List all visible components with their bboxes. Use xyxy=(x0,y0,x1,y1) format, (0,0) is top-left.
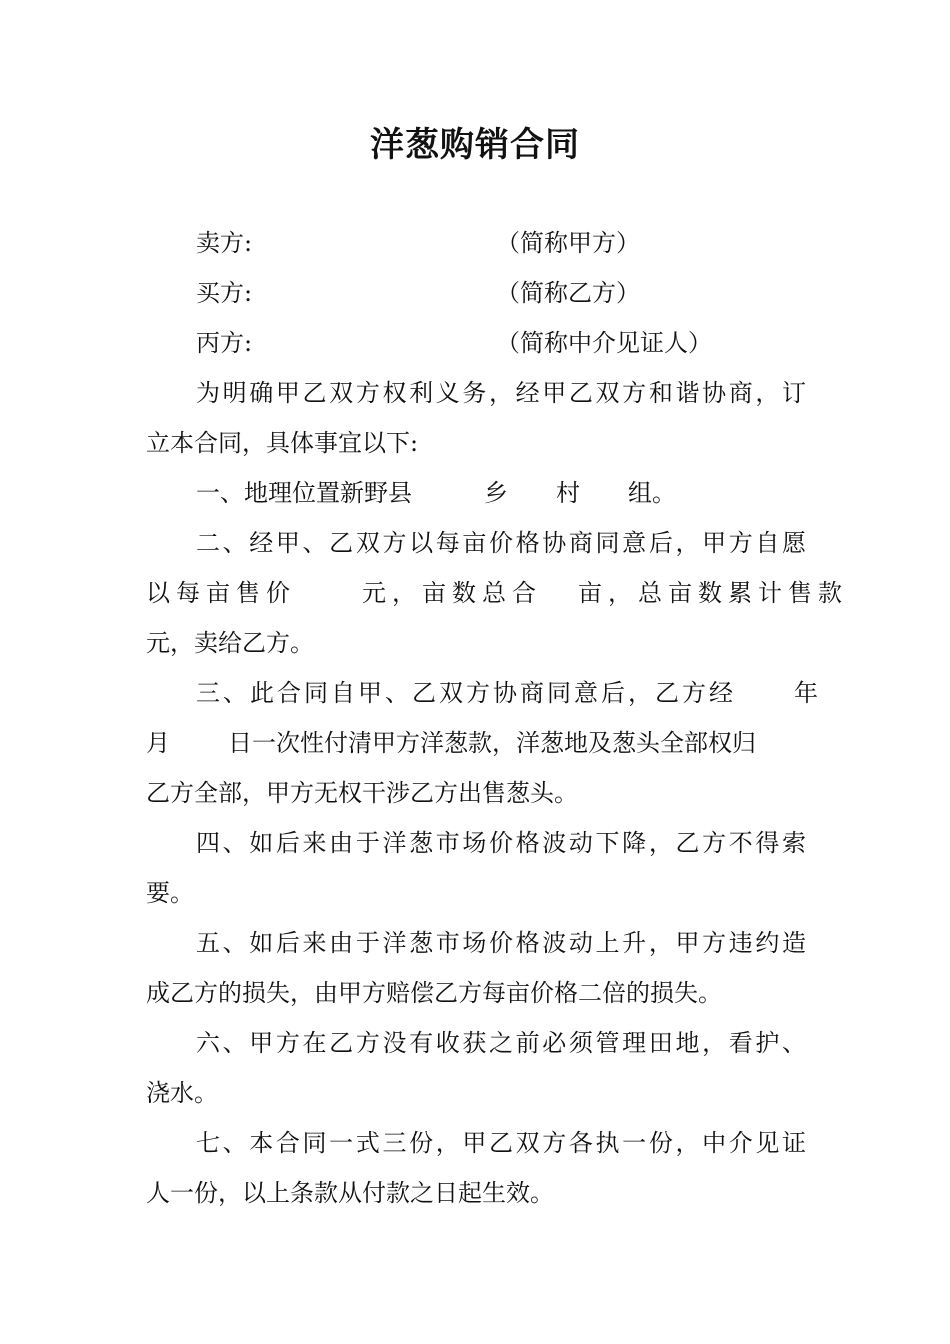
clause-1-township: 乡 xyxy=(484,479,508,507)
clause-2-line-2 xyxy=(146,568,848,618)
clause-3-line-1 xyxy=(196,668,818,718)
clause-1 xyxy=(196,468,806,518)
intro-line-1: 为明确甲乙双方权利义务，经甲乙双方和谐协商，订 xyxy=(196,379,806,407)
party-buyer-note: （简称乙方） xyxy=(496,279,640,307)
clause-3-text: 三、此合同自甲、乙双方协商同意后，乙方经 xyxy=(196,679,736,707)
party-seller-note: （简称甲方） xyxy=(496,229,640,257)
clause-3-year: 年 xyxy=(794,679,818,707)
party-buyer xyxy=(196,268,806,318)
clause-2-acreage-label: 元，亩数总合 xyxy=(362,579,542,607)
document-title: 洋葱购销合同 xyxy=(370,125,580,165)
intro-line-2: 立本合同，具体事宜以下: xyxy=(146,429,419,457)
clause-2-line-3: 元，卖给乙方。 xyxy=(146,629,314,657)
party-witness xyxy=(196,318,806,368)
clause-4-line-1: 四、如后来由于洋葱市场价格波动下降，乙方不得索 xyxy=(196,829,806,857)
party-seller xyxy=(196,218,806,268)
clause-7-line-2: 人一份，以上条款从付款之日起生效。 xyxy=(146,1179,554,1207)
party-witness-note: （简称中介见证人） xyxy=(496,329,712,357)
clause-6-line-2: 浇水。 xyxy=(146,1079,218,1107)
party-buyer-label: 买方: xyxy=(196,279,253,307)
party-seller-label: 卖方: xyxy=(196,229,253,257)
clause-2-line-1: 二、经甲、乙双方以每亩价格协商同意后，甲方自愿 xyxy=(196,529,806,557)
clause-2-total-label: 亩，总亩数累计售款 xyxy=(578,579,848,607)
clause-4-line-2: 要。 xyxy=(146,879,194,907)
clause-5-line-1: 五、如后来由于洋葱市场价格波动上升，甲方违约造 xyxy=(196,929,806,957)
clause-5-line-2: 成乙方的损失，由甲方赔偿乙方每亩价格二倍的损失。 xyxy=(146,979,722,1007)
clause-3-line-2 xyxy=(146,718,806,768)
clause-3-line-3: 乙方全部，甲方无权干涉乙方出售葱头。 xyxy=(146,779,578,807)
clause-3-day-text: 日一次性付清甲方洋葱款，洋葱地及葱头全部权归 xyxy=(228,729,756,757)
clause-1-village: 村 xyxy=(556,479,580,507)
clause-7-line-1: 七、本合同一式三份，甲乙双方各执一份，中介见证 xyxy=(196,1129,806,1157)
party-witness-label: 丙方: xyxy=(196,329,253,357)
clause-6-line-1: 六、甲方在乙方没有收获之前必须管理田地，看护、 xyxy=(196,1029,806,1057)
clause-1-location: 一、地理位置新野县 xyxy=(196,479,412,507)
clause-2-price-label: 以每亩售价 xyxy=(146,579,296,607)
clause-3-month: 月 xyxy=(146,729,170,757)
clause-1-group: 组。 xyxy=(628,479,676,507)
